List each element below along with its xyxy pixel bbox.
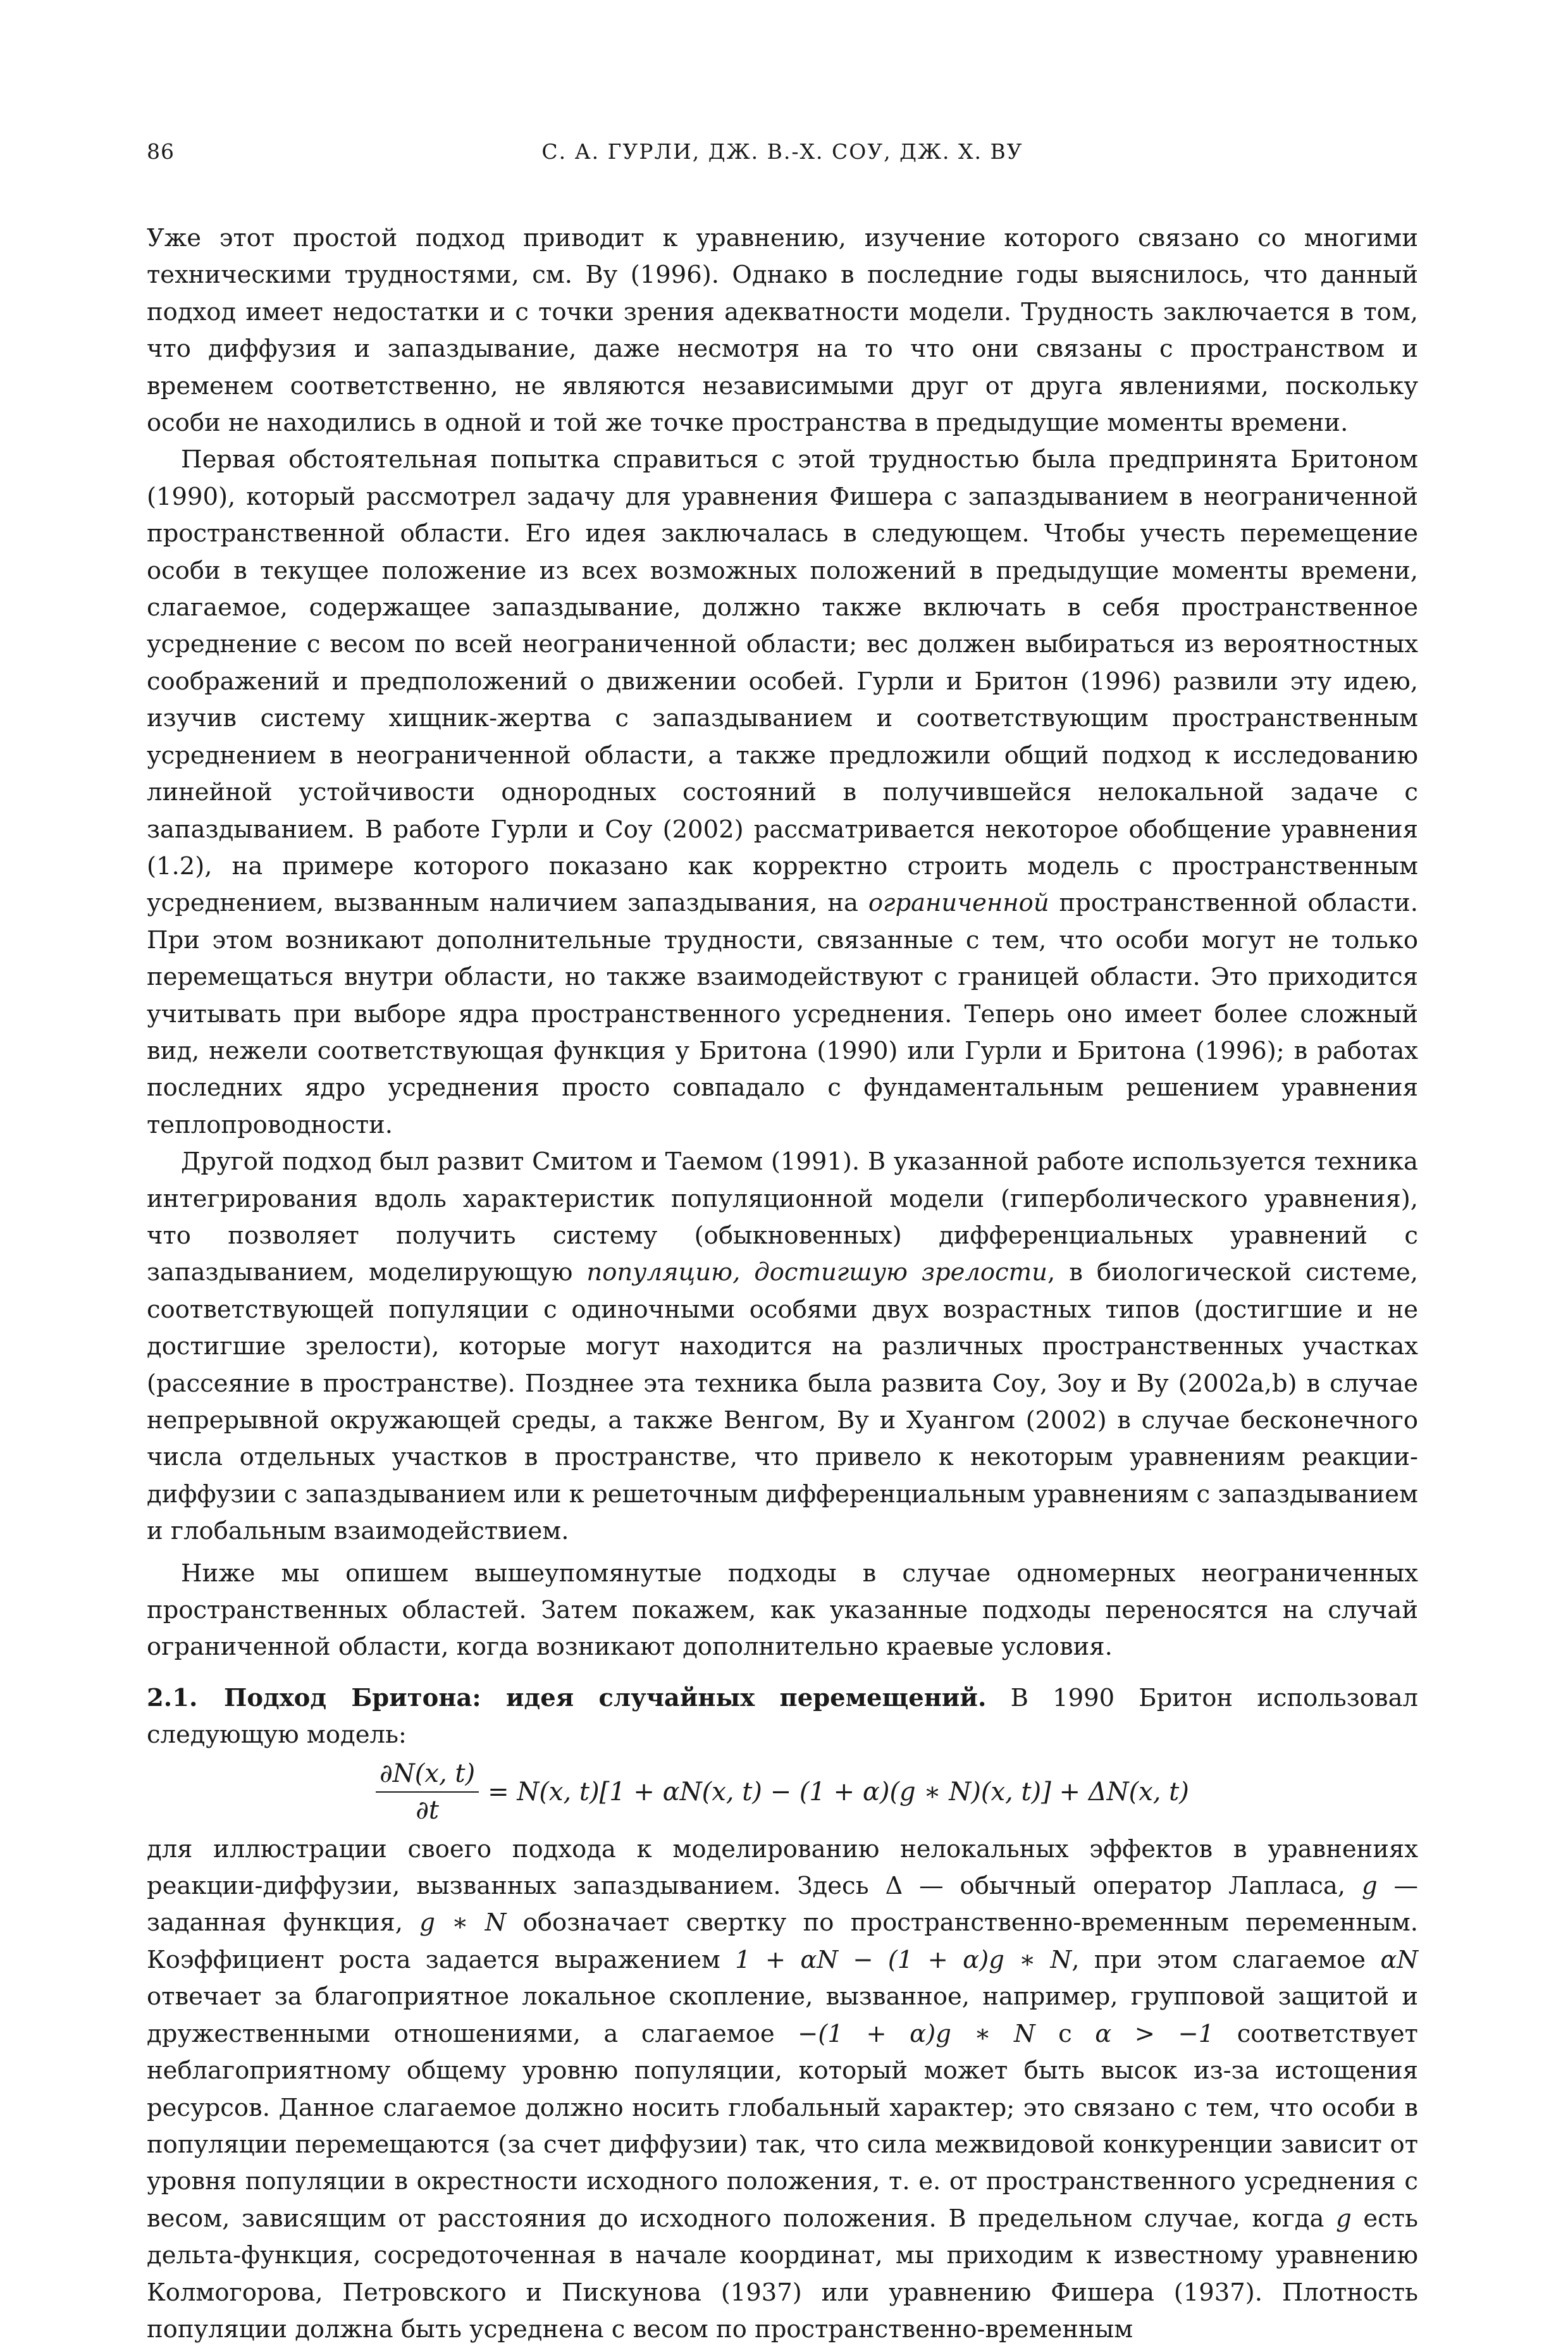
paragraph-1: Уже этот простой подход приводит к уравнению, изучение которого связано со многими техническими трудностями, см. Ву (1996). Однако в последние годы выяснилось, что данный подход имеет недостатки и с точки зрения адекватности модели. Трудность заключается в том, что диффузия и запаздывание, даже несмотря на то что они связаны с пространством и временем соответственно, не являются независимыми друг от друга явлениями, поскольку особи не находились в одной и той же точке пространства в предыдущие моменты времени.	[147, 224, 1418, 438]
p5-part-b: — обычный оператор Лапласа,	[903, 1872, 1362, 1901]
paragraph-3-part-a: Другой подход был развит Смитом и Таемом (1991). В указанной работе используется техника интегрирования вдоль характеристик популяционной модели (гиперболического уравнения), что позволяет получить систему (обыкновенных) дифференциальных уравнений с запаздыванием, моделирующую	[147, 1147, 1418, 1287]
paragraph-3-part-b: , в биологической системе, соответствующей популяции с одиночными особями двух возрастных типов (достигшие и не достигшие зрелости), которые могут находится на различных пространственных участках (рассеяние в пространстве). Позднее эта техника была развита Соу, Зоу и Ву (2002a,b) в случае непрерывной окружающей среды, а также Венгом, Ву и Хуангом (2002) в случае бесконечного числа отдельных участков в пространстве, что привело к некоторым уравнениям реакции-диффузии с запаздыванием или к решеточным дифференциальным уравнениям с запаздыванием и глобальным взаимодействием.	[147, 1258, 1418, 1546]
paragraph-2-part-a: Первая обстоятельная попытка справиться с этой трудностью была предпринята Бритоном (1990), который рассмотрел задачу для уравнения Фишера с запаздыванием в неограниченной пространственной области. Его идея заключалась в следующем. Чтобы учесть перемещение особи в текущее положение из всех возможных положений в предыдущие моменты времени, слагаемое, содержащее запаздывание, должно также включать в себя пространственное усреднение с весом по всей неограниченной области; вес должен выбираться из вероятностных соображений и предположений о движении особей. Гурли и Бритон (1996) развили эту идею, изучив систему хищник-жертва с запаздыванием и соответствующим пространственным усреднением в неограниченной области, а также предложили общий подход к исследованию линейной устойчивости однородных состояний в получившейся нелокальной задаче с запаздыванием. В работе Гурли и Соу (2002) рассматривается некоторое обобщение уравнения (1.2), на примере которого показано как корректно строить модель с пространственным усреднением, вызванным наличием запаздывания, на	[147, 445, 1418, 918]
equation-fraction	[376, 1757, 479, 1827]
p5-alpha-condition: α > −1	[1095, 2019, 1214, 2048]
section-lead: В 1990 Бритон использовал следующую модель:	[147, 1683, 1418, 1750]
paragraph-5	[147, 1831, 1418, 2348]
equation-numerator: ∂N(x, t)	[376, 1757, 479, 1793]
page	[147, 139, 1419, 2344]
p5-part-d: обозначает свертку по пространственно-временным переменным. Коэффициент роста задается выражением	[147, 1908, 1419, 1974]
paragraph-2-emphasis: ограниченной	[868, 889, 1049, 918]
p5-part-g: с	[1035, 2019, 1096, 2048]
paragraph-3	[147, 1144, 1418, 1550]
page-header	[147, 139, 1418, 177]
p5-part-h: соответствует неблагоприятному общему уровню популяции, который может быть высок из-за истощения ресурсов. Данное слагаемое должно носить глобальный характер; это связано с тем, что особи в популяции перемещаются (за счет диффузии) так, что сила межвидовой конкуренции зависит от уровня популяции в окрестности исходного положения, т. е. от пространственного усреднения с весом, зависящим от расстояния до исходного положения. В предельном случае, когда	[147, 2019, 1418, 2233]
page-number: 86	[147, 139, 175, 164]
p5-part-c: — заданная функция,	[147, 1872, 1418, 1937]
equation-rhs: = N(x, t)[1 + αN(x, t) − (1 + α)(g ∗ N)(x, t)] + ΔN(x, t)	[488, 1777, 1189, 1807]
p5-growth-expression: 1 + αN − (1 + α)g ∗ N	[735, 1945, 1072, 1974]
paragraph-3-emphasis: популяцию, достигшую зрелости	[586, 1258, 1047, 1287]
p5-delta: Δ	[885, 1872, 903, 1901]
p5-part-f: отвечает за благоприятное локальное скопление, вызванное, например, групповой защитой и дружественными отношениями, а слагаемое	[147, 1982, 1418, 2048]
equation	[147, 1752, 1418, 1832]
p5-part-i: есть дельта-функция, сосредоточенная в начале координат, мы приходим к известному уравнению Колмогорова, Петровского и Пискунова (1937) или уравнению Фишера (1937). Плотность популяции должна быть усреднена с весом по пространственно-временным	[147, 2204, 1418, 2344]
paragraph-2	[147, 442, 1418, 1144]
section-number: 2.1.	[147, 1683, 198, 1712]
p5-part-e: , при этом слагаемое	[1071, 1945, 1381, 1974]
equation-denominator: ∂t	[416, 1795, 439, 1825]
p5-convolution: g ∗ N	[419, 1908, 507, 1937]
section-heading	[147, 1680, 1418, 1754]
paragraph-2-part-b: пространственной области. При этом возникают дополнительные трудности, связанные с тем, что особи могут не только перемещаться внутри области, но также взаимодействуют с границей области. Это приходится учитывать при выборе ядра пространственного усреднения. Теперь оно имеет более сложный вид, нежели соответствующая функция у Бритона (1990) или Гурли и Бритона (1996); в работах последних ядро усреднения просто совпадало с фундаментальным решением уравнения теплопроводности.	[147, 889, 1418, 1139]
section-title: Подход Бритона: идея случайных перемещений.	[224, 1683, 987, 1712]
p5-global-term: −(1 + α)g ∗ N	[798, 2019, 1035, 2048]
p5-g-1: g	[1361, 1872, 1378, 1901]
p5-g-2: g	[1336, 2204, 1352, 2233]
p5-alpha-n: αN	[1380, 1945, 1419, 1974]
running-head: С. А. ГУРЛИ, ДЖ. В.-Х. СОУ, ДЖ. Х. ВУ	[541, 139, 1023, 164]
body-text	[147, 220, 1418, 2348]
p5-part-a: для иллюстрации своего подхода к моделированию нелокальных эффектов в уравнениях реакции-диффузии, вызванных запаздыванием. Здесь	[147, 1834, 1418, 1901]
paragraph-4: Ниже мы опишем вышеупомянутые подходы в случае одномерных неограниченных пространственных областей. Затем покажем, как указанные подходы переносятся на случай ограниченной области, когда возникают дополнительно краевые условия.	[147, 1559, 1418, 1662]
